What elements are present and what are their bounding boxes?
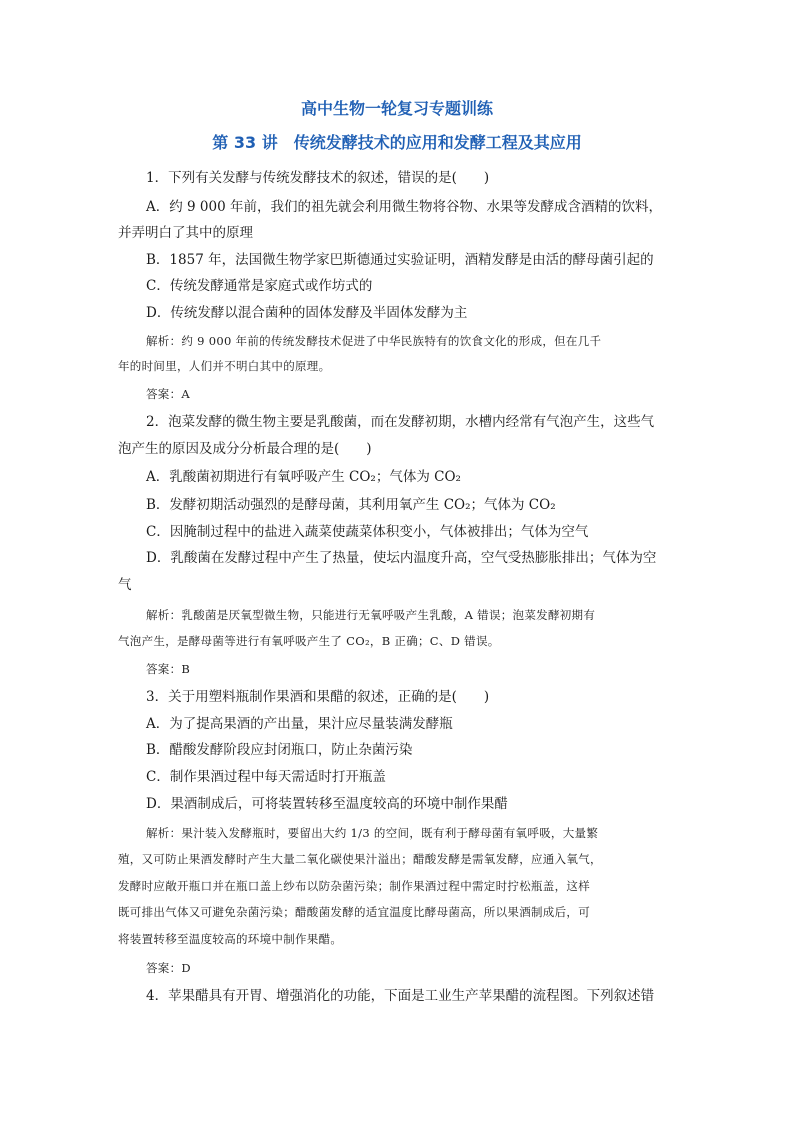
question-3-analysis-cont-3: 既可排出气体又可避免杂菌污染；醋酸菌发酵的适宜温度比酵母菌高，所以果酒制成后，可 (118, 905, 590, 919)
question-2-analysis: 解析：乳酸菌是厌氧型微生物，只能进行无氧呼吸产生乳酸，A 错误；泡菜发酵初期有 (146, 608, 596, 622)
question-2-answer: 答案：B (146, 662, 191, 676)
question-3-analysis-cont-4: 将装置转移至温度较高的环境中制作果醋。 (118, 932, 343, 946)
question-3-answer: 答案：D (146, 961, 191, 975)
question-3-option-a: A．为了提高果酒的产出量，果汁应尽量装满发酵瓶 (146, 716, 453, 732)
question-3-analysis-cont-2: 发酵时应敞开瓶口并在瓶口盖上纱布以防杂菌污染；制作果酒过程中需定时拧松瓶盖，这样 (118, 879, 590, 893)
lecture-title: 第 33 讲 传统发酵技术的应用和发酵工程及其应用 (212, 133, 582, 152)
question-2-option-a: A．乳酸菌初期进行有氧呼吸产生 CO₂；气体为 CO₂ (146, 469, 461, 485)
question-3-option-c: C．制作果酒过程中每天需适时打开瓶盖 (146, 769, 386, 785)
question-2-stem-cont: 泡产生的原因及成分分析最合理的是( ) (118, 441, 372, 457)
question-2-stem: 2．泡菜发酵的微生物主要是乳酸菌，而在发酵初期，水槽内经常有气泡产生，这些气 (146, 414, 655, 430)
question-3-stem: 3．关于用塑料瓶制作果酒和果醋的叙述，正确的是( ) (146, 689, 490, 705)
question-2-option-d: D．乳酸菌在发酵过程中产生了热量，使坛内温度升高，空气受热膨胀排出；气体为空 (146, 550, 657, 566)
question-1-analysis: 解析：约 9 000 年前的传统发酵技术促进了中华民族特有的饮食文化的形成，但在几千 (146, 334, 602, 348)
question-1-analysis-cont: 年的时间里，人们并不明白其中的原理。 (118, 359, 331, 373)
question-1-option-c: C．传统发酵通常是家庭式或作坊式的 (146, 278, 373, 294)
question-1-option-a: A．约 9 000 年前，我们的祖先就会利用微生物将谷物、水果等发酵成含酒精的饮料， (146, 199, 662, 215)
question-3-analysis: 解析：果汁装入发酵瓶时，要留出大约 1/3 的空间，既有利于酵母菌有氧呼吸，大量繁 (146, 826, 599, 840)
question-4-stem: 4．苹果醋具有开胃、增强消化的功能，下面是工业生产苹果醋的流程图。下列叙述错 (146, 988, 655, 1004)
question-2-option-b: B．发酵初期活动强烈的是酵母菌，其利用氧产生 CO₂；气体为 CO₂ (146, 497, 556, 513)
question-1-answer: 答案：A (146, 387, 191, 401)
question-1-option-b: B．1857 年，法国微生物学家巴斯德通过实验证明，酒精发酵是由活的酵母菌引起的 (146, 252, 654, 268)
question-1-option-a-cont: 并弄明白了其中的原理 (118, 225, 253, 241)
question-2-analysis-cont: 气泡产生，是酵母菌等进行有氧呼吸产生了 CO₂，B 正确；C、D 错误。 (118, 634, 500, 648)
question-3-analysis-cont-1: 殖，又可防止果酒发酵时产生大量二氧化碳使果汁溢出；醋酸发酵是需氧发酵，应通入氧气， (118, 852, 602, 866)
question-3-option-b: B．醋酸发酵阶段应封闭瓶口，防止杂菌污染 (146, 742, 413, 758)
question-1-stem: 1．下列有关发酵与传统发酵技术的叙述，错误的是( ) (146, 170, 490, 186)
question-2-option-c: C．因腌制过程中的盐进入蔬菜使蔬菜体积变小，气体被排出；气体为空气 (146, 524, 589, 540)
question-2-option-d-cont: 气 (118, 577, 132, 593)
document-title: 高中生物一轮复习专题训练 (300, 99, 493, 118)
question-1-option-d: D．传统发酵以混合菌种的固体发酵及半固体发酵为主 (146, 305, 468, 321)
question-3-option-d: D．果酒制成后，可将装置转移至温度较高的环境中制作果醋 (146, 796, 508, 812)
